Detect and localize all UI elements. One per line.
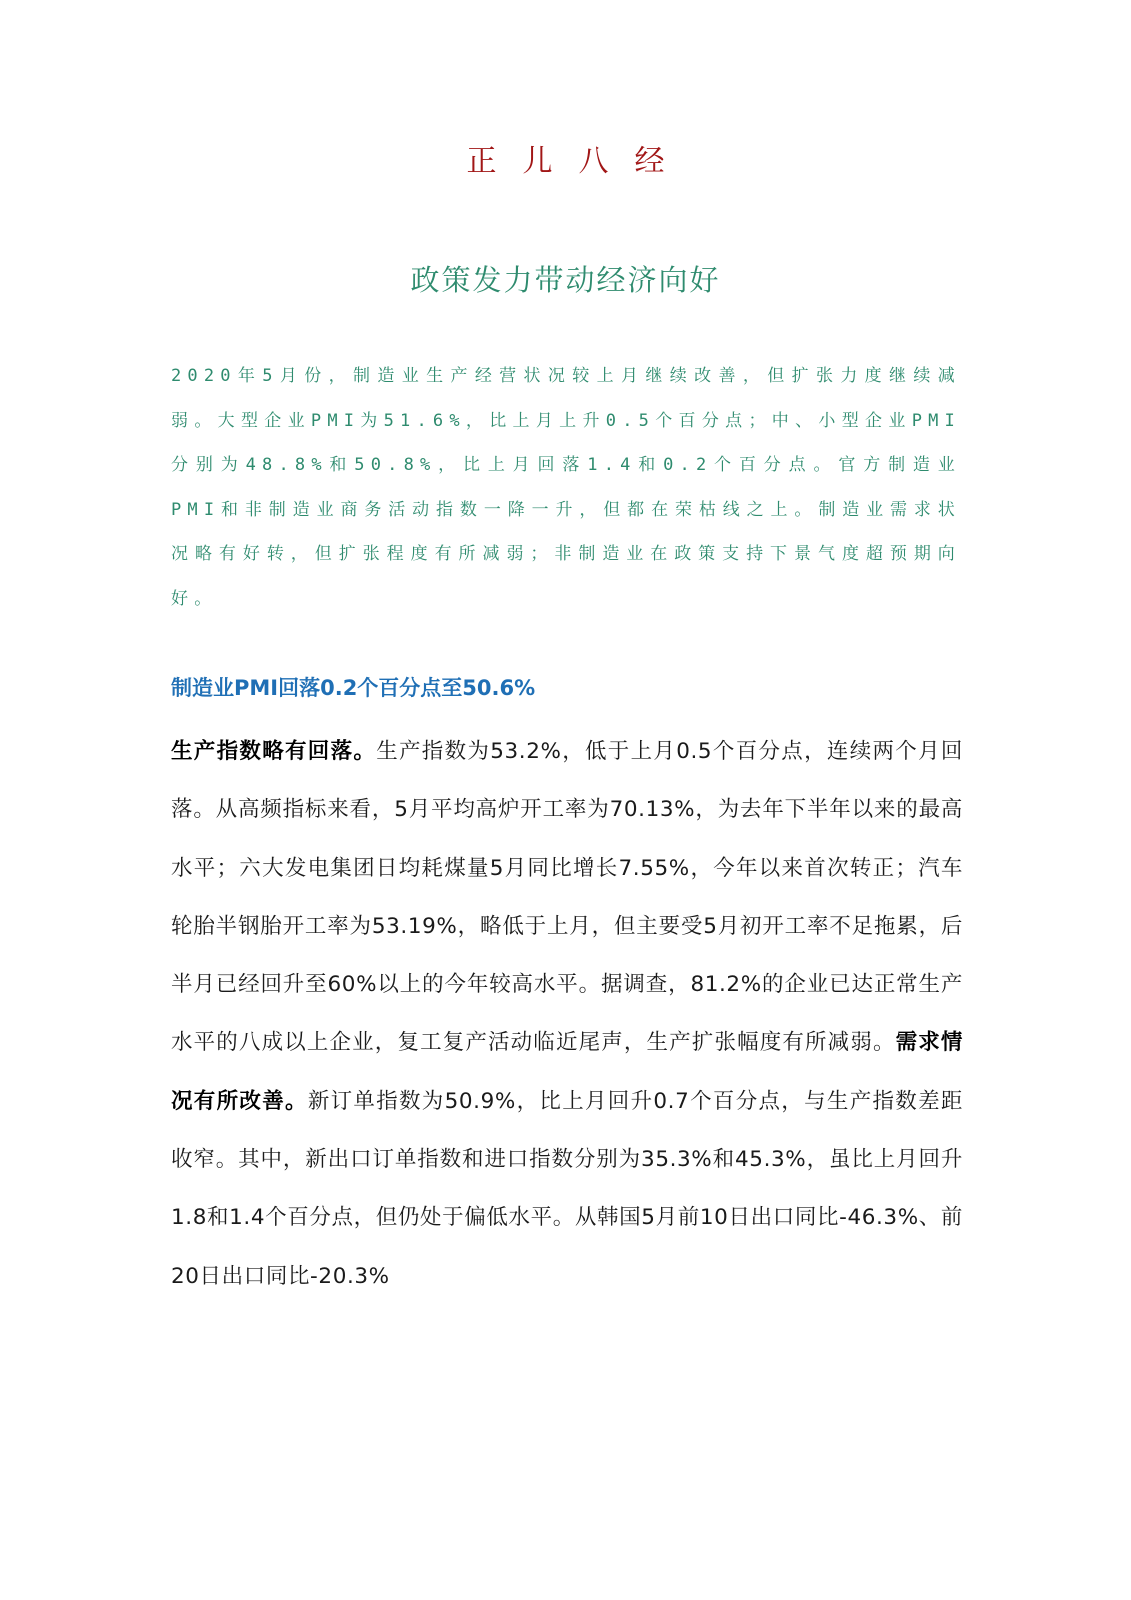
section-heading: 制造业PMI回落0.2个百分点至50.6% bbox=[171, 676, 536, 700]
paragraph-text-production: 生产指数为53.2%，低于上月0.5个百分点，连续两个月回落。从高频指标来看，5月平均高炉开工率为70.13%，为去年下半年以来的最高水平；六大发电集团日均耗煤量5月同比增长7.55%，今年以来首次转正；汽车轮胎半钢胎开工率为53.19%，略低于上月，但主要受5月初开工率不足拖累，后半月已经回升至60%以上的今年较高水平。据调查，81.2%的企业已达正常生产水平的八成以上企业，复工复产活动临近尾声，生产扩张幅度有所减弱。 bbox=[171, 739, 963, 1056]
paragraph-text-demand: 新订单指数为50.9%，比上月回升0.7个百分点，与生产指数差距收窄。其中，新出口订单指数和进口指数分别为35.3%和45.3%，虽比上月回升1.8和1.4个百分点，但仍处于偏低水平。从韩国5月前10日出口同比-46.3%、前20日出口同比-20.3% bbox=[171, 1088, 963, 1289]
article-title: 政策发力带动经济向好 bbox=[410, 263, 721, 297]
paragraph-lead-demand: 需求情况有所改善。 bbox=[171, 1030, 963, 1114]
paragraph-lead-production: 生产指数略有回落。 bbox=[171, 739, 377, 764]
summary-paragraph: 2020年5月份，制造业生产经营状况较上月继续改善，但扩张力度继续减弱。大型企业PMI为51.6%，比上月上升0.5个百分点；中、小型企业PMI分别为48.8%和50.8%，比上月回落1.4和0.2个百分点。官方制造业PMI和非制造业商务活动指数一降一升，但都在荣枯线之上。制造业需求状况略有好转，但扩张程度有所减弱；非制造业在政策支持下景气度超预期向好。 bbox=[171, 366, 961, 609]
brand-title: 正儿八经 bbox=[466, 144, 691, 179]
body-text bbox=[171, 723, 963, 1306]
